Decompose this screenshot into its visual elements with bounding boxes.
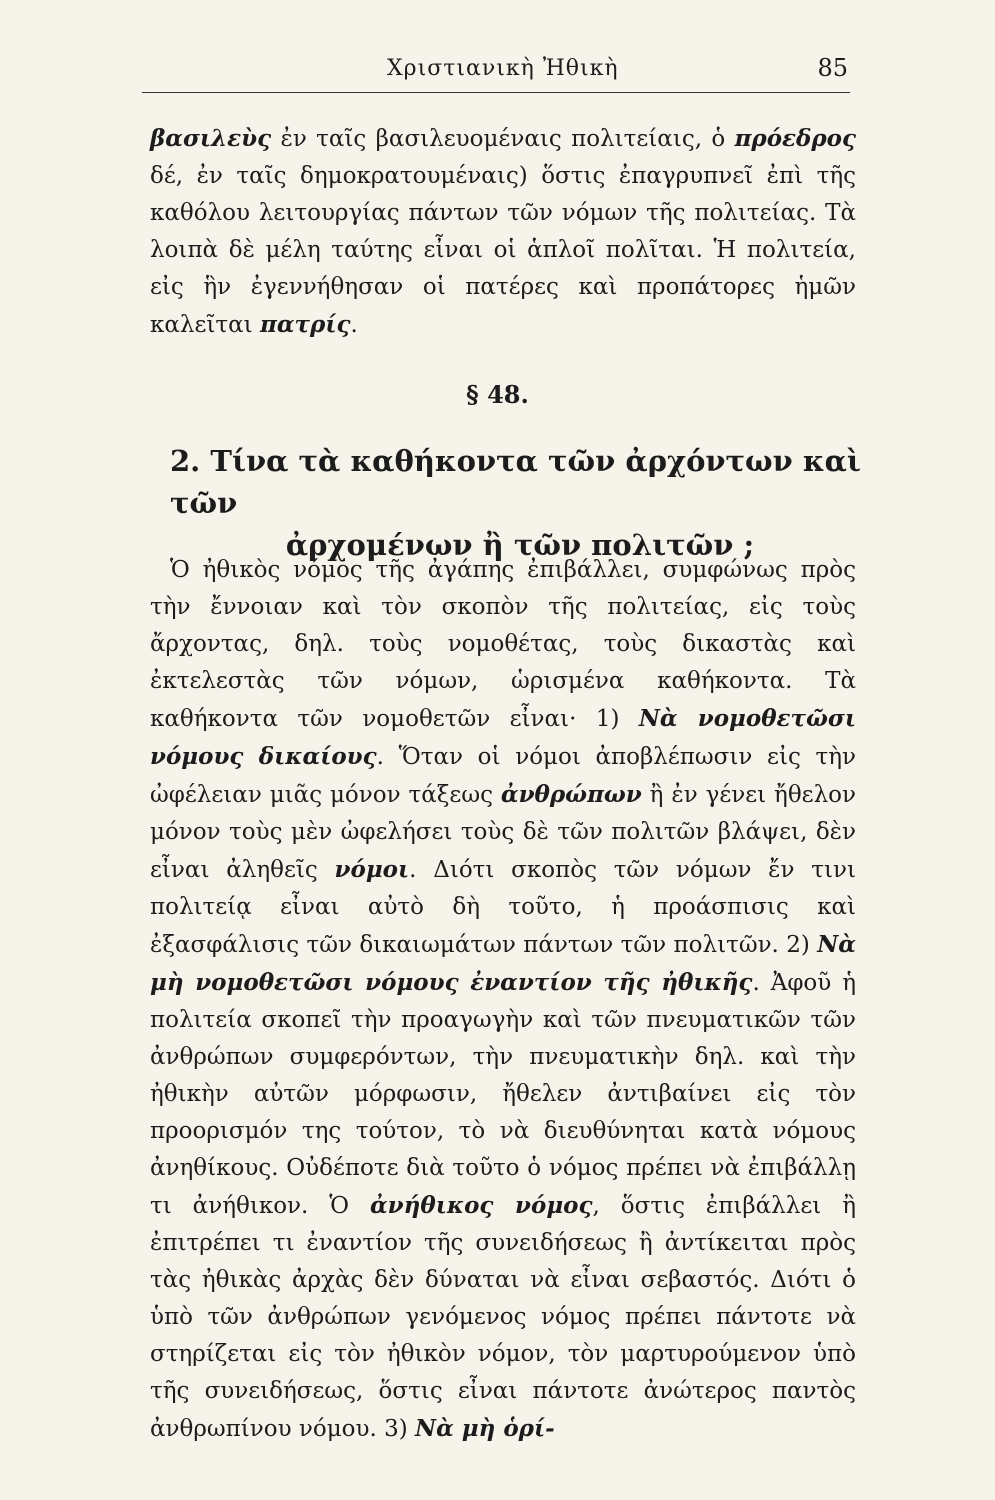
text-run: , ὅστις ἐπιβάλλει ἢ ἐπιτρέπει τι ἐναντίον τῆς συνειδήσεως ἢ ἀντίκειται πρὸς τὰς ἠθικὰς ἀρχὰς δὲν δύναται νὰ εἶναι σεβαστός. Διότι ὁ ὑπὸ τῶν ἀνθρώπων γενόμενος νόμος πρέπει πάντοτε νὰ στηρίζεται εἰς τὸν ἠθικὸν νόμον, τὸν μαρτυρούμενον ὑπὸ τῆς συνειδήσεως, ὅστις εἶναι πάντοτε ἀνώτερος παντὸς ἀνθρωπίνου νόμου. 3)	[150, 1193, 856, 1442]
emphasis-proedros: πρόεδρος	[734, 125, 856, 152]
emphasis-anthropon: ἀνθρώπων	[500, 781, 642, 808]
section-heading	[170, 440, 870, 566]
heading-line-2: ἀρχομένων ἢ τῶν πολιτῶν ;	[285, 528, 755, 562]
emphasis-duty-3: Νὰ μὴ ὁρί-	[415, 1415, 555, 1442]
text-run: δέ, ἐν ταῖς δημοκρατουμέναις) ὅστις ἐπαγρυπνεῖ ἐπὶ τῆς καθόλου λειτουργίας πάντων τῶν νόμων τῆς πολιτείας. Τὰ λοιπὰ δὲ μέλη ταύτης εἶναι οἱ ἁπλοῖ πολῖται. Ἡ πολιτεία, εἰς ἣν ἐγεννήθησαν οἱ πατέρες καὶ προπάτορες ἡμῶν καλεῖται	[150, 163, 856, 338]
text-run: . Διότι σκοπὸς τῶν νόμων ἔν τινι πολιτείᾳ εἶναι αὐτὸ δὴ τοῦτο, ἡ προάσπισις καὶ ἐξασφάλισις τῶν δικαιωμάτων πάντων τῶν πολιτῶν. 2)	[150, 857, 857, 958]
paragraph-continuation	[150, 120, 856, 344]
page-number: 85	[817, 54, 848, 82]
heading-line-1: 2. Τίνα τὰ καθήκοντα τῶν ἀρχόντων καὶ τῶν	[170, 444, 861, 520]
running-title: Χριστιανικὴ Ἠθικὴ	[387, 56, 619, 81]
emphasis-nomoi: νόμοι	[334, 856, 410, 883]
header-rule	[142, 92, 850, 93]
emphasis-anethikos-nomos: ἀνήθικος νόμος	[369, 1192, 593, 1219]
text-run: .	[350, 312, 358, 338]
emphasis-duty-1: Νὰ νομοθετῶσι νόμους δικαίους	[150, 705, 856, 770]
text-run: . Ὅταν οἱ νόμοι ἀποβλέπωσιν εἰς τὴν ὠφέλειαν μιᾶς μόνον τάξεως	[150, 744, 856, 808]
page-header	[142, 52, 850, 92]
body-paragraph	[150, 552, 856, 1448]
section-number: § 48.	[466, 380, 529, 409]
emphasis-duty-2: Νὰ μὴ νομοθετῶσι νόμους ἐναντίον τῆς ἠθικῆς	[150, 931, 856, 996]
text-run: ἐν ταῖς βασιλευομέναις πολιτείαις, ὁ	[271, 126, 735, 152]
emphasis-patris: πατρίς	[260, 311, 351, 338]
text-run: Ὁ ἠθικὸς νόμος τῆς ἀγάπης ἐπιβάλλει, συμφώνως πρὸς τὴν ἔννοιαν καὶ τὸν σκοπὸν τῆς πολιτείας, εἰς τοὺς ἄρχοντας, δηλ. τοὺς νομοθέτας, τοὺς δικαστὰς καὶ ἐκτελεστὰς τῶν νόμων, ὡρισμένα καθήκοντα. Τὰ καθήκοντα τῶν νομοθετῶν εἶναι· 1)	[150, 557, 856, 732]
text-run: . Ἀφοῦ ἡ πολιτεία σκοπεῖ τὴν προαγωγὴν καὶ τῶν πνευματικῶν τῶν ἀνθρώπων συμφερόντων, τὴν πνευματικὴν δηλ. καὶ τὴν ἠθικὴν αὐτῶν μόρφωσιν, ἤθελεν ἀντιβαίνει εἰς τὸν προορισμόν της τούτον, τὸ νὰ διευθύνηται κατὰ νόμους ἀνηθίκους. Οὐδέποτε διὰ τοῦτο ὁ νόμος πρέπει νὰ ἐπιβάλλῃ τι ἀνήθικον. Ὁ	[150, 970, 857, 1219]
text-run: ἢ ἐν γένει ἤθελον μόνον τοὺς μὲν ὠφελήσει τοὺς δὲ τῶν πολιτῶν βλάψει, δὲν εἶναι ἀληθεῖς	[150, 782, 856, 883]
emphasis-basileus: βασιλεὺς	[150, 125, 272, 152]
